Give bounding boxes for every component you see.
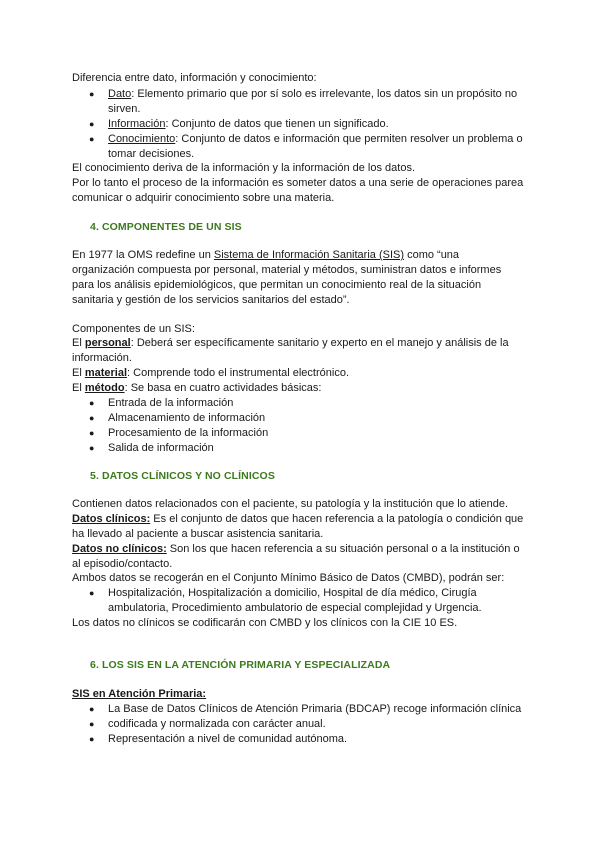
list-item: Procesamiento de la información bbox=[108, 427, 269, 439]
paragraph bbox=[72, 381, 532, 396]
paragraph: ha llevado al paciente a buscar asistencia sanitaria. bbox=[72, 528, 324, 540]
paragraph: Contienen datos relacionados con el paciente, su patología y la institución que lo atiende. bbox=[72, 498, 509, 510]
paragraph: organización compuesta por personal, material y métodos, suministran datos e informes bbox=[72, 264, 502, 276]
term-personal: personal bbox=[84, 337, 131, 349]
section-heading-5: 5. DATOS CLÍNICOS Y NO CLÍNICOS bbox=[90, 470, 275, 482]
bullet-dot: ● bbox=[89, 443, 95, 453]
paragraph bbox=[72, 366, 532, 381]
text: Es el conjunto de datos que hacen referencia a la patología o condición que bbox=[150, 513, 524, 525]
list-item bbox=[108, 87, 528, 102]
bullet-dot: ● bbox=[89, 398, 95, 408]
subheading bbox=[72, 687, 532, 702]
text: El bbox=[72, 382, 85, 394]
paragraph: para los análisis epidemiológicos, que permitan un conocimiento real de la situación bbox=[72, 279, 482, 291]
bullet-dot: ● bbox=[89, 588, 95, 598]
paragraph bbox=[72, 512, 532, 527]
list-item: La Base de Datos Clínicos de Atención Primaria (BDCAP) recoge información clínica bbox=[108, 703, 522, 715]
list-item: Entrada de la información bbox=[108, 397, 234, 409]
list-item-cont: ambulatoria, Procedimiento ambulatorio de especial complejidad y Urgencia. bbox=[108, 602, 482, 614]
text: El bbox=[72, 367, 85, 379]
text: : Se basa en cuatro actividades básicas: bbox=[124, 382, 322, 394]
text: : Deberá ser específicamente sanitario y experto en el manejo y análisis de la bbox=[130, 337, 509, 349]
term-material: material bbox=[84, 367, 128, 379]
list-item: Representación a nivel de comunidad autónoma. bbox=[108, 733, 348, 745]
bullet-dot: ● bbox=[89, 719, 95, 729]
bullet-dot: ● bbox=[89, 134, 95, 144]
text: : Comprende todo el instrumental electrónico. bbox=[127, 367, 349, 379]
section-heading-4: 4. COMPONENTES DE UN SIS bbox=[90, 221, 242, 233]
paragraph: al episodio/contacto. bbox=[72, 558, 173, 570]
list-item-text: : Elemento primario que por sí solo es irrelevante, los datos sin un propósito no bbox=[131, 88, 518, 100]
bullet-dot: ● bbox=[89, 89, 95, 99]
bullet-dot: ● bbox=[89, 413, 95, 423]
list-item: Hospitalización, Hospitalización a domicilio, Hospital de día médico, Cirugía bbox=[108, 587, 477, 599]
bullet-dot: ● bbox=[89, 119, 95, 129]
paragraph: comunicar o adquirir conocimiento sobre una materia. bbox=[72, 192, 335, 204]
list-item-text: : Conjunto de datos e información que permiten resolver un problema o bbox=[175, 133, 523, 145]
paragraph: El conocimiento deriva de la información y la información de los datos. bbox=[72, 162, 416, 174]
paragraph bbox=[72, 248, 532, 263]
paragraph: Ambos datos se recogerán en el Conjunto Mínimo Básico de Datos (CMBD), podrán ser: bbox=[72, 572, 505, 584]
term-datos-no-clinicos: Datos no clínicos: bbox=[72, 543, 167, 555]
text: En 1977 la OMS redefine un bbox=[72, 249, 214, 261]
paragraph bbox=[72, 336, 532, 351]
text: Son los que hacen referencia a su situación personal o a la institución o bbox=[166, 543, 520, 555]
bullet-dot: ● bbox=[89, 428, 95, 438]
paragraph: información. bbox=[72, 352, 132, 364]
paragraph: Por lo tanto el proceso de la información es someter datos a una serie de operaciones parea bbox=[72, 177, 524, 189]
list-item: codificada y normalizada con carácter anual. bbox=[108, 718, 326, 730]
sis-link: Sistema de Información Sanitaria (SIS) bbox=[213, 249, 405, 261]
list-item bbox=[108, 117, 528, 132]
section-heading-6: 6. LOS SIS EN LA ATENCIÓN PRIMARIA Y ESPECIALIZADA bbox=[90, 659, 391, 671]
intro-line: Diferencia entre dato, información y conocimiento: bbox=[72, 72, 317, 84]
list-item-cont: sirven. bbox=[108, 103, 141, 115]
sis-atencion-primaria: SIS en Atención Primaria: bbox=[72, 688, 207, 700]
paragraph: sanitaria y gestión de los servicios sanitarios del estado”. bbox=[72, 294, 350, 306]
list-item-cont: tomar decisiones. bbox=[108, 148, 195, 160]
text: El bbox=[72, 337, 85, 349]
term-conocimiento: Conocimiento bbox=[108, 133, 176, 145]
paragraph: Componentes de un SIS: bbox=[72, 323, 195, 335]
list-item bbox=[108, 132, 528, 147]
term-datos-clinicos: Datos clínicos: bbox=[72, 513, 151, 525]
paragraph: Los datos no clínicos se codificarán con CMBD y los clínicos con la CIE 10 ES. bbox=[72, 617, 458, 629]
bullet-dot: ● bbox=[89, 704, 95, 714]
text: como “una bbox=[404, 249, 460, 261]
list-item: Almacenamiento de información bbox=[108, 412, 266, 424]
list-item: Salida de información bbox=[108, 442, 214, 454]
term-metodo: método bbox=[84, 382, 125, 394]
term-dato: Dato bbox=[108, 88, 132, 100]
term-informacion: Información bbox=[108, 118, 166, 130]
bullet-dot: ● bbox=[89, 734, 95, 744]
list-item-text: : Conjunto de datos que tienen un significado. bbox=[165, 118, 389, 130]
paragraph bbox=[72, 542, 532, 557]
